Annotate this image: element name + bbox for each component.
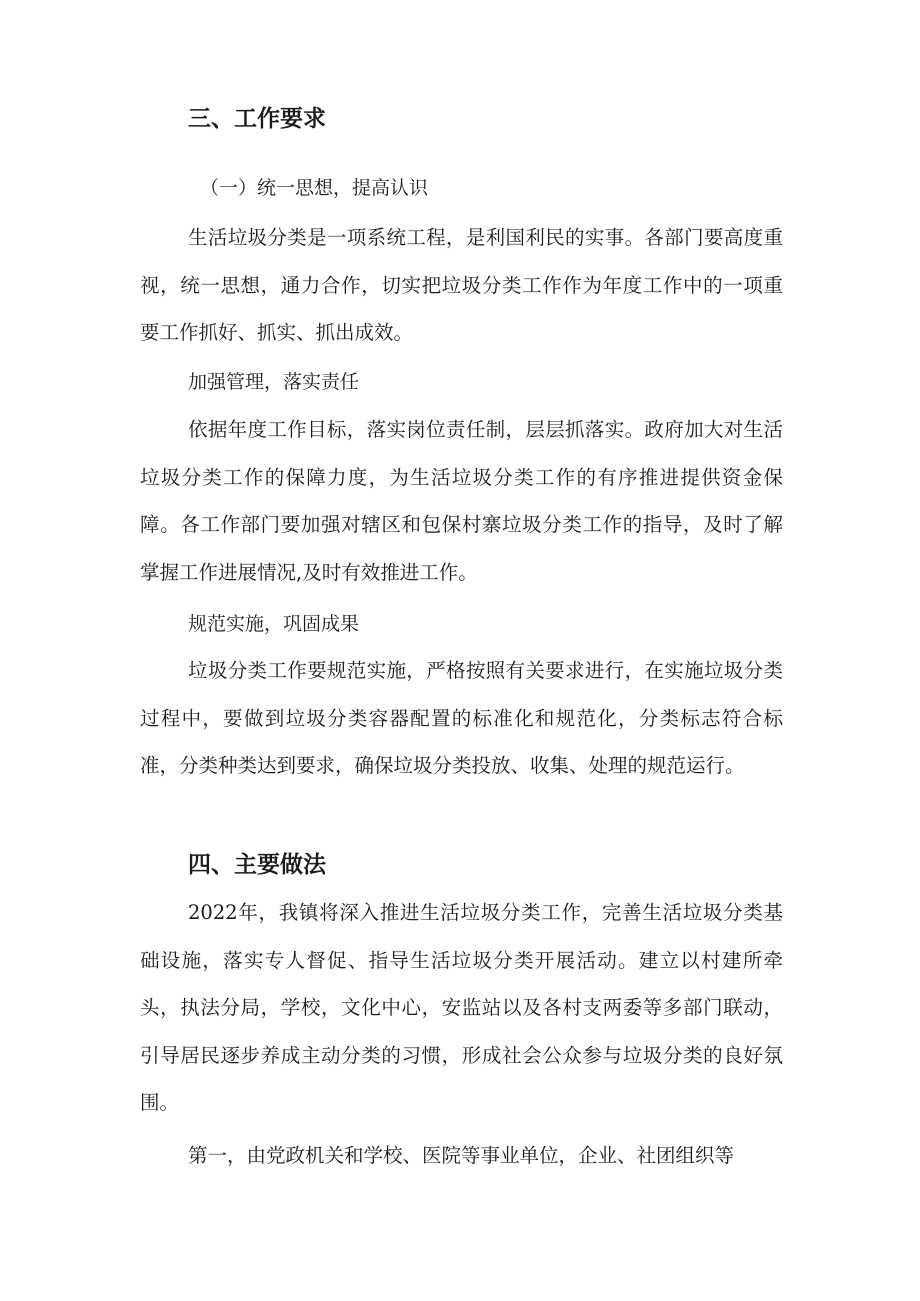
section-3-item-1-paragraph: 生活垃圾分类是一项系统工程，是利国利民的实事。各部门要高度重视，统一思想，通力合作，切实把垃圾分类工作作为年度工作中的一项重要工作抓好、抓实、抓出成效。 xyxy=(140,226,783,344)
section-4-heading: 四、主要做法 xyxy=(188,852,326,878)
section-3-item-1-heading: （一）统一思想，提高认识 xyxy=(200,177,429,199)
section-3-heading: 三、工作要求 xyxy=(188,106,326,132)
section-3-item-2-paragraph: 依据年度工作目标，落实岗位责任制，层层抓落实。政府加大对生活垃圾分类工作的保障力度，为生活垃圾分类工作的有序推进提供资金保障。各工作部门要加强对辖区和包保村寨垃圾分类工作的指导，及时了解掌握工作进展情况,及时有效推进工作。 xyxy=(140,418,783,584)
section-3-item-2-heading: 加强管理，落实责任 xyxy=(188,371,360,393)
section-4-paragraph-1: 2022年，我镇将深入推进生活垃圾分类工作，完善生活垃圾分类基础设施，落实专人督促、指导生活垃圾分类开展活动。建立以村建所牵头，执法分局，学校，文化中心，安监站以及各村支两委等多部门联动，引导居民逐步养成主动分类的习惯，形成社会公众参与垃圾分类的良好氛围。 xyxy=(140,901,783,1114)
section-3-item-3-heading: 规范实施，巩固成果 xyxy=(188,613,360,635)
section-3-item-3-paragraph: 垃圾分类工作要规范实施，严格按照有关要求进行，在实施垃圾分类过程中，要做到垃圾分类容器配置的标准化和规范化，分类标志符合标准，分类种类达到要求，确保垃圾分类投放、收集、处理的规范运行。 xyxy=(140,659,783,777)
section-4-paragraph-2: 第一，由党政机关和学校、医院等事业单位，企业、社团组织等 xyxy=(188,1144,735,1167)
